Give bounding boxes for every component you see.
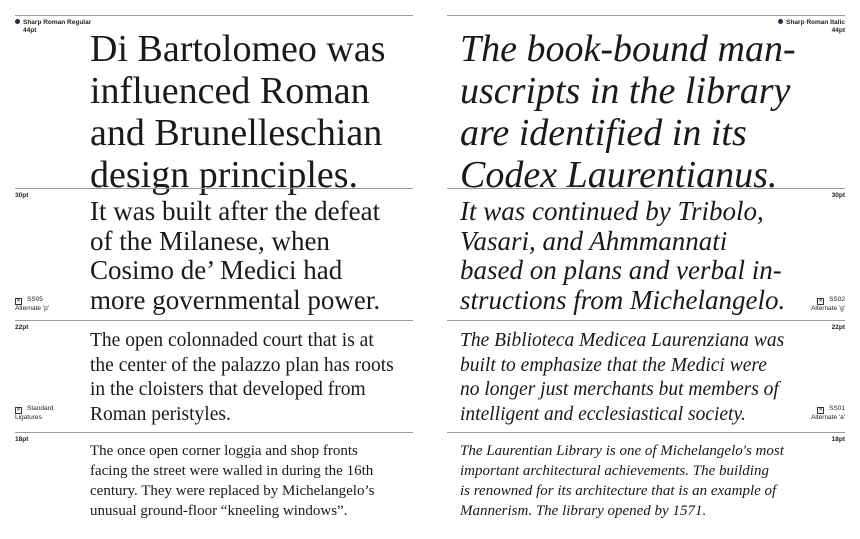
checkbox-icon: ✕ [818,407,823,413]
size-label: 44pt [831,27,845,34]
row-22pt [447,320,845,433]
font-name: Sharp Roman Regular [23,19,92,26]
size-label: 18pt [831,436,845,443]
sample-text: The once open corner loggia and shop fronts facing the street were walled in during the 16th century. They were replaced by Michelangelo’s unusual ground-floor “kneeling windows”. [90,443,375,519]
size-label: 44pt [23,27,37,34]
dot-icon [15,19,20,24]
checkbox-icon: ✕ [16,407,21,413]
sample-text: The Laurentian Library is one of Michelangelo's most important architectural achievements. The building is renowned for its architecture that is an example of Mannerism. The library opened by 1571. [460,443,784,519]
size-label: 30pt [831,192,845,199]
feature-label [15,405,53,422]
row-30pt [15,188,413,321]
feature-label [811,296,845,313]
feature-name: Alternate 'g' [811,305,845,312]
size-label: 18pt [15,436,29,443]
feature-code: SS02 [829,296,845,303]
sample-text: Di Bartolomeo was influenced Roman and Brunelleschian design principles. [90,28,386,196]
feature-code: Standard [27,405,54,412]
feature-code: SS05 [27,296,43,303]
checkbox-icon: ✕ [818,298,823,304]
font-label [15,19,91,35]
size-label: 22pt [15,324,29,331]
sample-text: It was built after the defeat of the Milanese, when Cosimo de’ Medici had more governmental power. [90,196,381,315]
row-30pt [447,188,845,321]
feature-label [811,405,845,422]
sample-text: The open colonnaded court that is at the center of the palazzo plan has roots in the cloisters that developed from Roman peristyles. [90,330,394,425]
row-22pt [15,320,413,433]
font-name: Sharp Roman Italic [786,19,845,26]
row-18pt [15,432,413,539]
sample-text: The book-bound man- uscripts in the library are identified in its Codex Laurentianus. [460,28,796,196]
feature-name: Alternate 'a' [811,414,845,421]
sample-text: The Biblioteca Medicea Laurenziana was built to emphasize that the Medici were no longer just merchants but members of intelligent and ecclesiastical society. [460,330,785,425]
feature-label [15,296,49,313]
feature-name: Ligatures [15,414,42,421]
row-18pt [447,432,845,539]
size-label: 22pt [831,324,845,331]
size-label: 30pt [15,192,29,199]
checkbox-icon: ✕ [16,298,21,304]
dot-icon [778,19,783,24]
sample-text: It was continued by Tribolo, Vasari, and Ahmmannati based on plans and verbal in- structions from Michelangelo. [460,196,786,315]
feature-code: SS01 [829,405,845,412]
feature-name: Alternate 'p' [15,305,49,312]
